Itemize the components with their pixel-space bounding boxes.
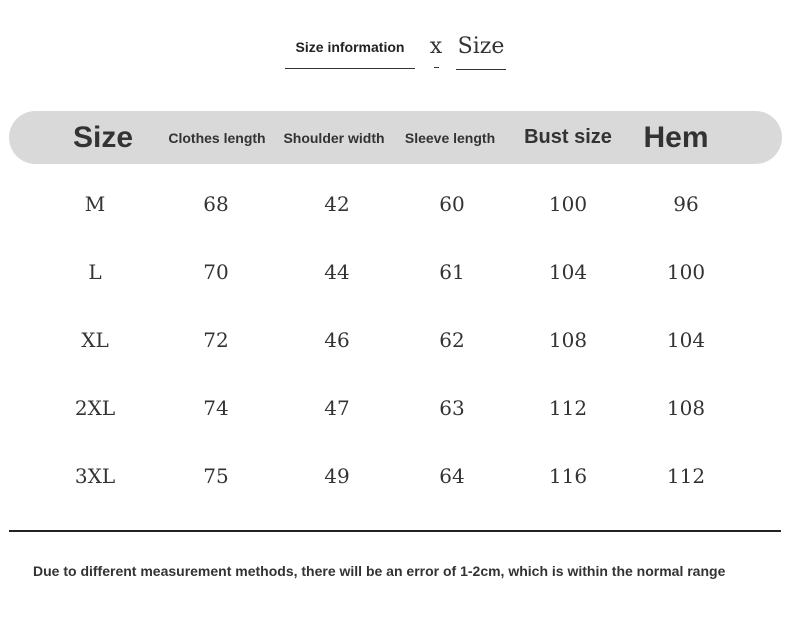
cell-hem: 96 (673, 192, 699, 216)
cell-size: 3XL (74, 464, 116, 488)
cell-clothes-length: 75 (203, 464, 229, 488)
cell-sleeve-length: 60 (439, 192, 465, 216)
header-sleeve-length: Sleeve length (404, 129, 496, 146)
cell-hem: 108 (666, 396, 706, 420)
table-row (0, 442, 790, 510)
cell-bust-size: 116 (548, 464, 588, 488)
cell-hem: 104 (666, 328, 706, 352)
cell-shoulder-width: 49 (324, 464, 350, 488)
cell-hem: 112 (666, 464, 706, 488)
table-row (0, 306, 790, 374)
cell-size: 2XL (74, 396, 116, 420)
cell-bust-size: 100 (548, 192, 588, 216)
cell-sleeve-length: 62 (439, 328, 465, 352)
divider-line (9, 530, 781, 532)
cell-shoulder-width: 46 (324, 328, 350, 352)
cell-bust-size: 108 (548, 328, 588, 352)
header-shoulder-width: Shoulder width (283, 129, 385, 146)
table-row (0, 374, 790, 442)
cell-size: XL (81, 328, 109, 352)
cell-hem: 100 (666, 260, 706, 284)
page-title (0, 30, 790, 75)
cell-shoulder-width: 42 (324, 192, 350, 216)
cell-clothes-length: 74 (203, 396, 229, 420)
cell-sleeve-length: 63 (439, 396, 465, 420)
table-header (9, 111, 782, 164)
cell-bust-size: 112 (548, 396, 588, 420)
header-hem: Hem (643, 120, 709, 154)
measurement-note: Due to different measurement methods, there will be an error of 1-2cm, which is within the normal range (33, 563, 726, 579)
header-size: Size (72, 120, 134, 154)
cell-sleeve-length: 61 (439, 260, 465, 284)
cell-shoulder-width: 44 (324, 260, 350, 284)
title-size: Size (456, 32, 506, 70)
cell-bust-size: 104 (548, 260, 588, 284)
cell-size: M (84, 192, 106, 216)
header-clothes-length: Clothes length (168, 129, 266, 146)
table-row (0, 170, 790, 238)
table-row (0, 238, 790, 306)
cell-size: L (88, 260, 102, 284)
cell-clothes-length: 72 (203, 328, 229, 352)
title-separator: x (426, 34, 446, 68)
cell-clothes-length: 70 (203, 260, 229, 284)
header-bust-size: Bust size (524, 126, 612, 148)
cell-clothes-length: 68 (203, 192, 229, 216)
cell-sleeve-length: 64 (439, 464, 465, 488)
cell-shoulder-width: 47 (324, 396, 350, 420)
title-size-information: Size information (285, 38, 415, 69)
